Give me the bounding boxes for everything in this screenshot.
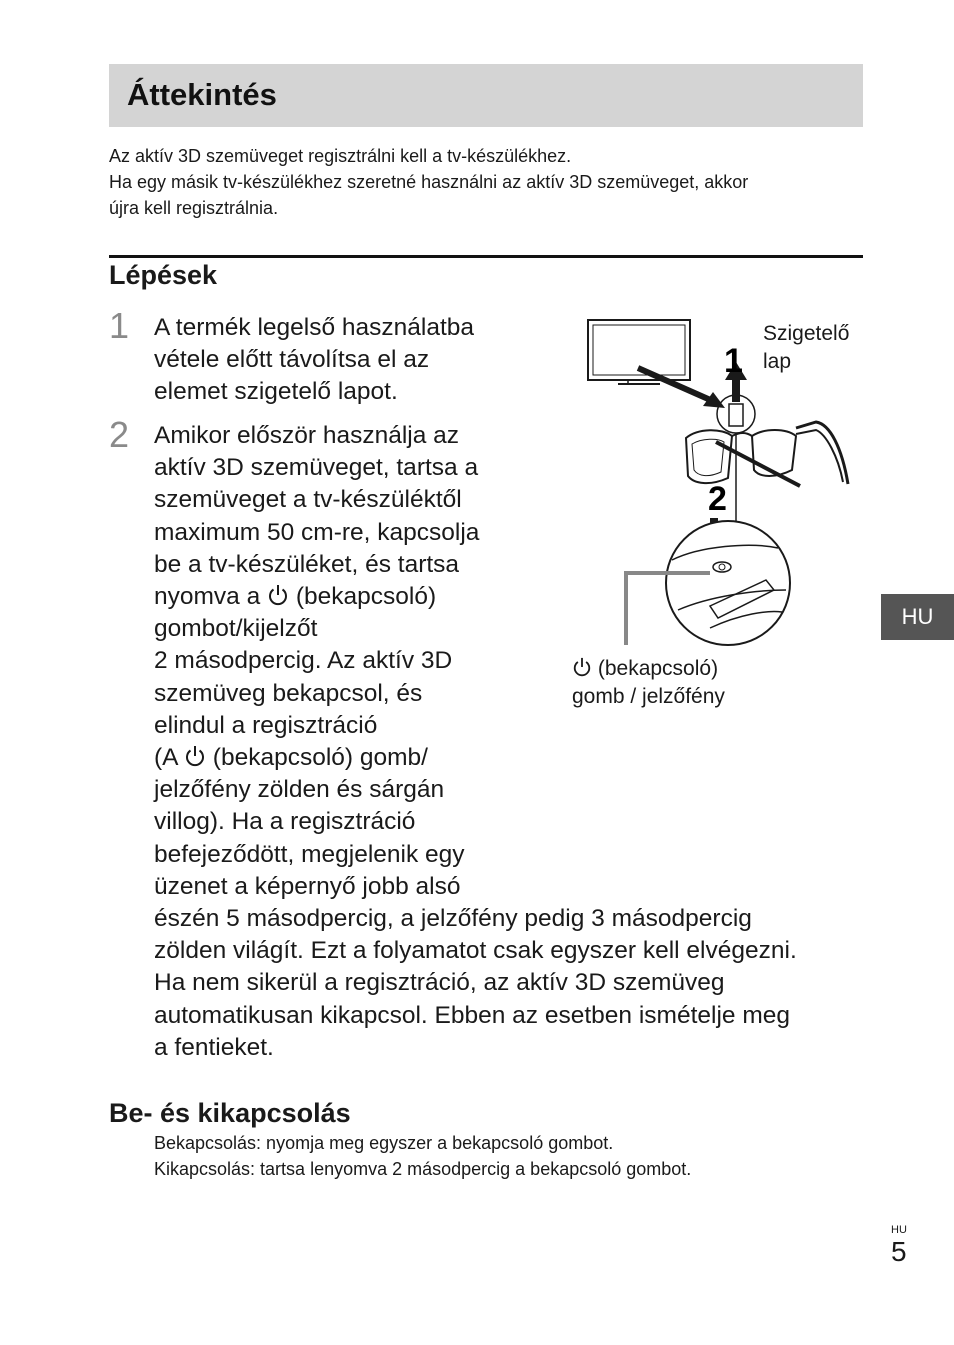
- step-line: gombot/kijelzőt: [154, 615, 318, 643]
- page-language-code: HU: [891, 1224, 907, 1236]
- step-number-1: 1: [109, 305, 130, 346]
- step-line-power: (A (bekapcsoló) gomb/: [154, 744, 428, 772]
- page-number: 5: [891, 1236, 907, 1267]
- step-line: elemet szigetelő lapot.: [154, 378, 398, 406]
- power-icon: [267, 583, 289, 607]
- off-instruction: Kikapcsolás: tartsa lenyomva 2 másodpercig a bekapcsoló gombot.: [154, 1159, 692, 1179]
- tv-to-glasses-arrow: [638, 368, 725, 408]
- intro-line: Az aktív 3D szemüveget regisztrálni kell a tv-készülékhez.: [109, 146, 572, 166]
- title-bar: [109, 64, 863, 127]
- sheet-label: Szigetelő lap: [763, 322, 850, 373]
- step-line: Ha nem sikerül a regisztráció, az aktív 3D szemüveg: [154, 969, 725, 997]
- tv-drawing: [588, 320, 690, 384]
- glasses-drawing: [686, 422, 848, 486]
- power-icon: [572, 656, 592, 678]
- step-line: jelzőfény zölden és sárgán: [154, 776, 445, 804]
- intro-line: Ha egy másik tv-készülékhez szeretné használni az aktív 3D szemüveget, akkor: [109, 172, 749, 192]
- step-line: elindul a regisztráció: [154, 711, 378, 739]
- section-divider: [109, 255, 863, 258]
- step-line: vétele előtt távolítsa el az: [154, 346, 430, 374]
- marker-2: 2: [708, 480, 727, 518]
- insulating-sheet: [729, 404, 743, 426]
- steps-heading: Lépések: [109, 260, 218, 290]
- marker-1: 1: [724, 342, 743, 380]
- step-line: üzenet a képernyő jobb alsó: [154, 872, 461, 900]
- step-line: be a tv-készüléket, és tartsa: [154, 550, 460, 578]
- step-line: szemüveg bekapcsol, és: [154, 679, 423, 707]
- onoff-text: [154, 1130, 691, 1182]
- step-line: A termék legelső használatba: [154, 314, 475, 341]
- button-caption: (bekapcsoló) gomb / jelzőfény: [572, 657, 725, 708]
- step-line: automatikusan kikapcsol. Ebben az esetben ismételje meg: [154, 1001, 790, 1029]
- page-title: Áttekintés: [127, 77, 277, 112]
- step-line: befejeződött, megjelenik egy: [154, 840, 465, 868]
- step-line-power: nyomva a (bekapcsoló): [154, 583, 437, 611]
- button-zoom-circle: [666, 521, 790, 645]
- step-line: villog). Ha a regisztráció: [154, 808, 416, 836]
- step-line: a fentieket.: [154, 1033, 274, 1061]
- power-icon: [184, 744, 206, 768]
- onoff-heading: Be- és kikapcsolás: [109, 1098, 351, 1128]
- step-line: szemüveget a tv-készüléktől: [154, 486, 462, 514]
- step-line: Amikor először használja az: [154, 422, 460, 449]
- step-line: zölden világít. Ezt a folyamatot csak egyszer kell elvégezni.: [154, 937, 797, 965]
- on-instruction: Bekapcsolás: nyomja meg egyszer a bekapcsoló gombot.: [154, 1133, 614, 1153]
- step-1-text: [154, 312, 474, 409]
- intro-paragraph: [109, 143, 869, 221]
- language-tab: HU: [881, 594, 954, 640]
- step-line: 2 másodpercig. Az aktív 3D: [154, 647, 453, 675]
- intro-line: újra kell regisztrálnia.: [109, 198, 279, 218]
- step-line: maximum 50 cm-re, kapcsolja: [154, 518, 480, 546]
- step-number-2: 2: [109, 414, 130, 455]
- step-line: észén 5 másodpercig, a jelzőfény pedig 3 másodpercig: [154, 905, 752, 933]
- step-line: aktív 3D szemüveget, tartsa a: [154, 454, 479, 482]
